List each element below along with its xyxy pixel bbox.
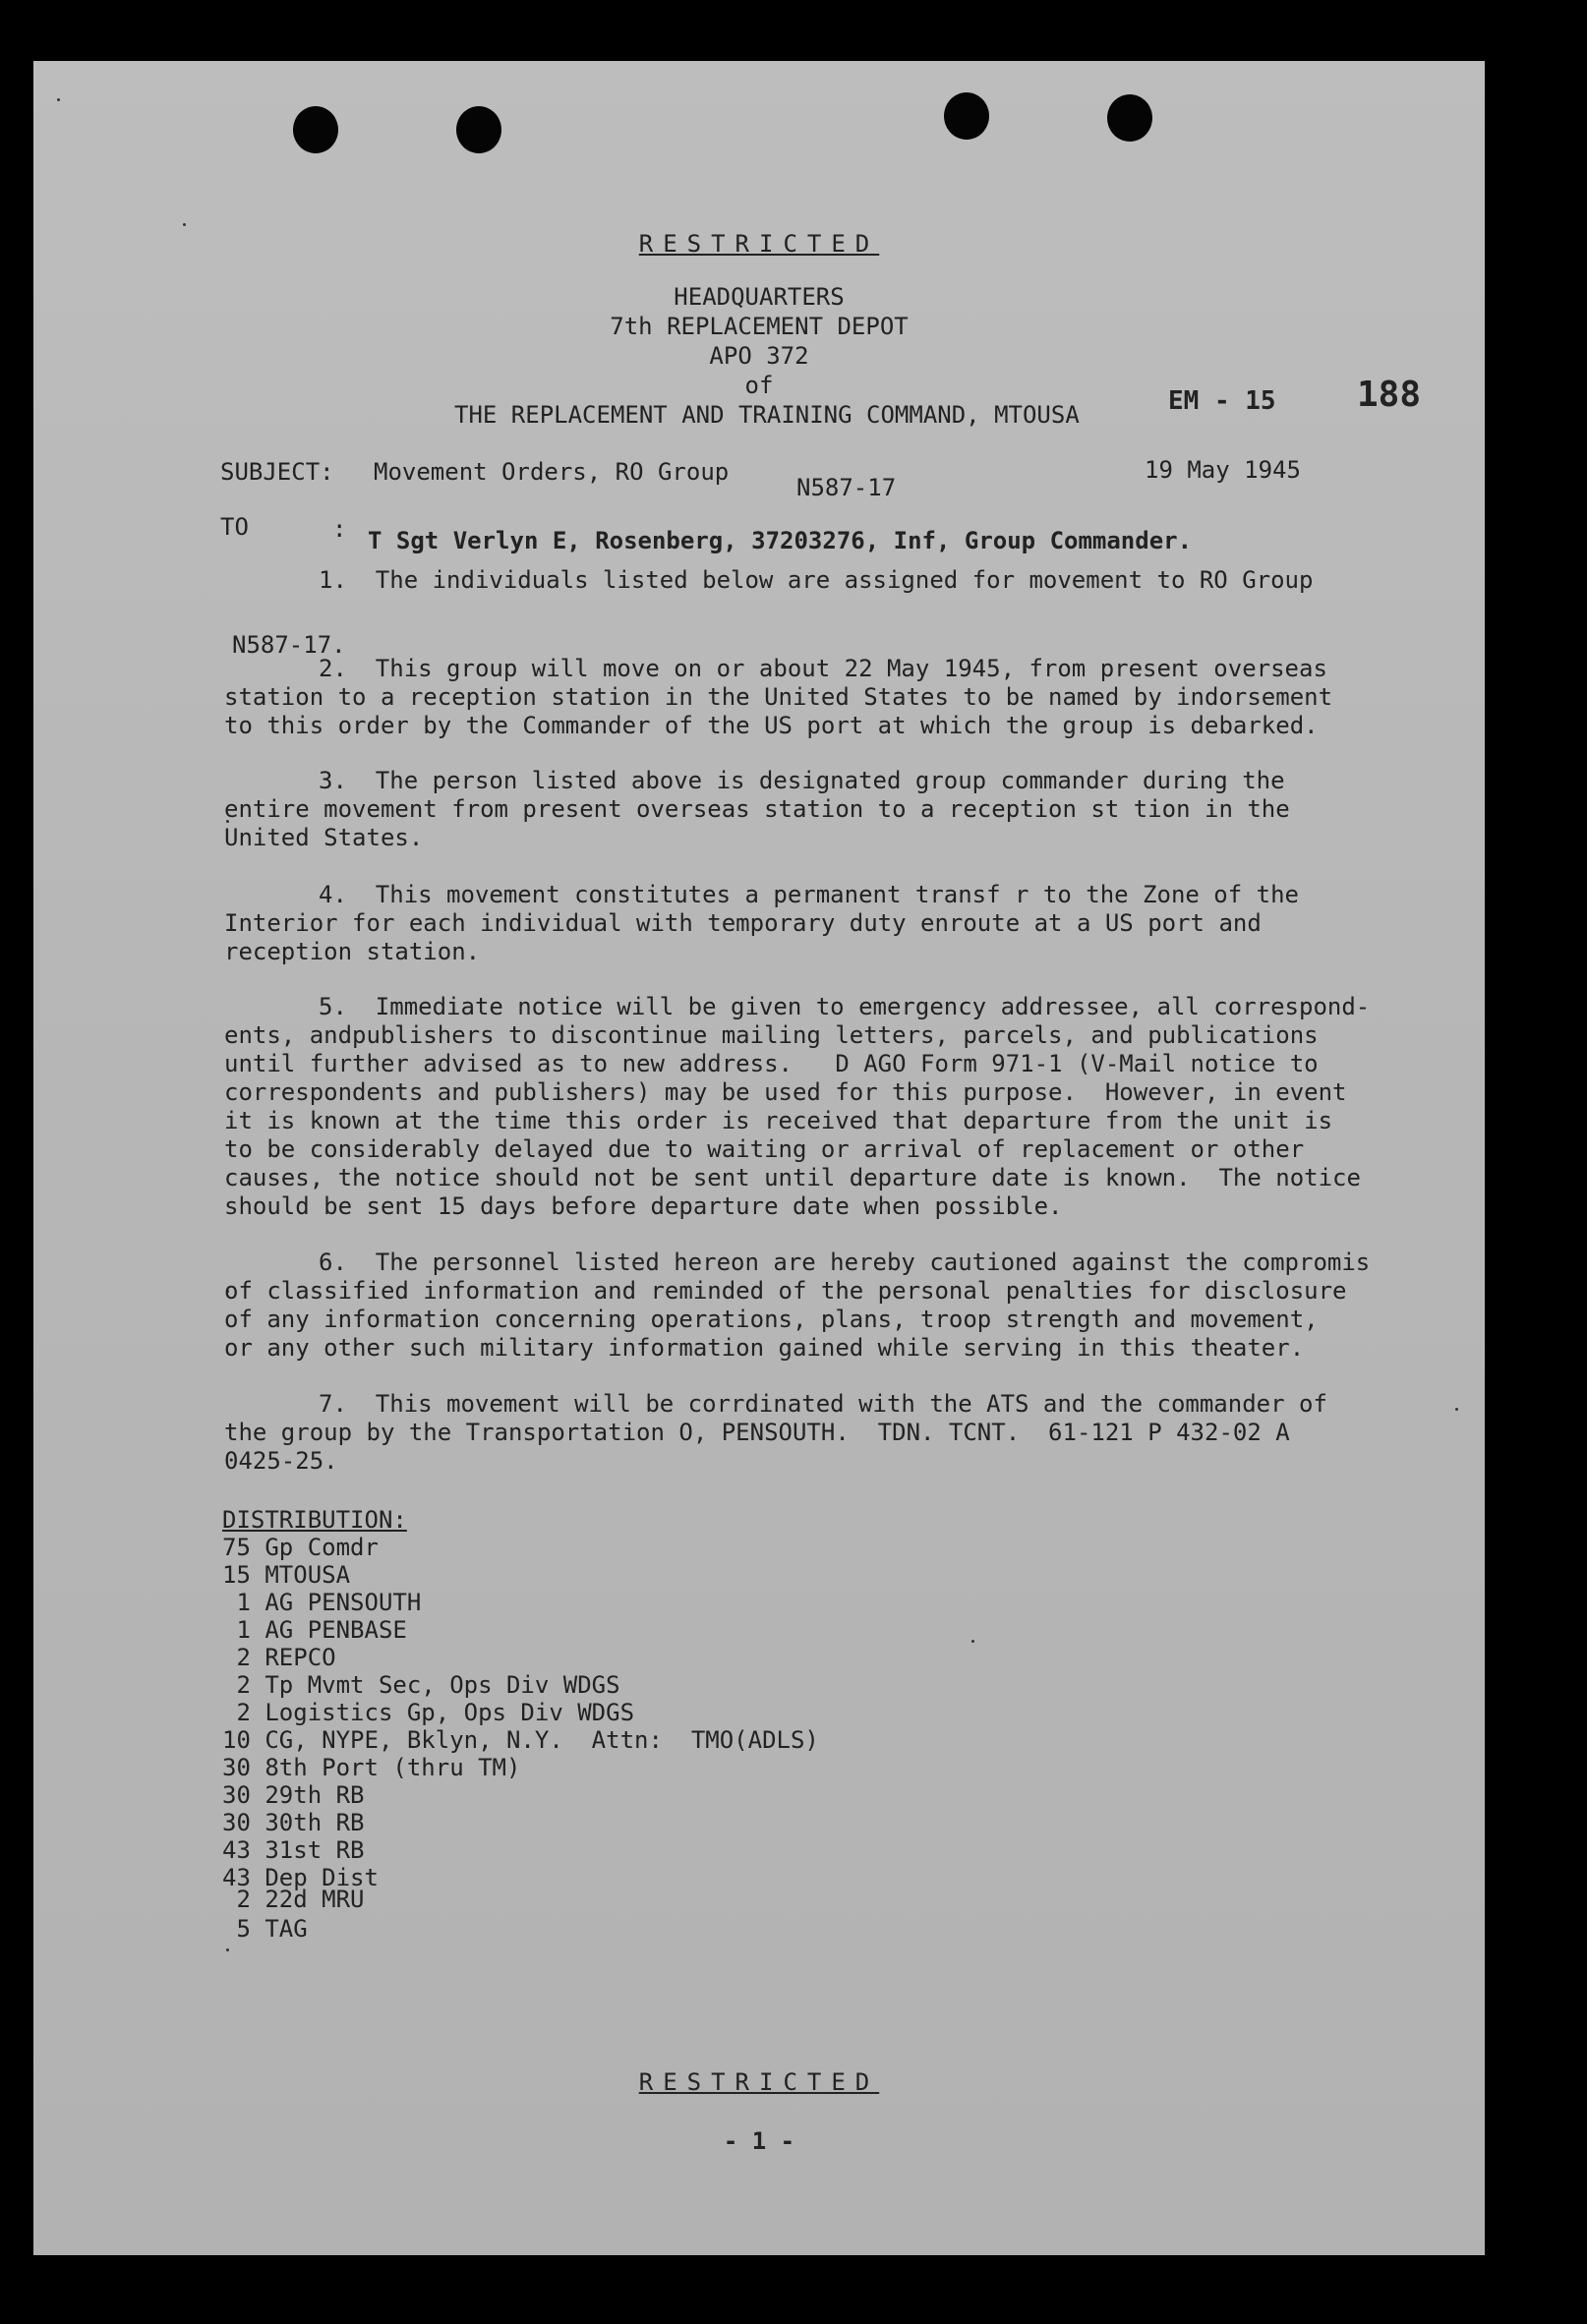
distribution-item: 75 Gp Comdr — [222, 1534, 379, 1561]
paper-speck — [183, 223, 186, 226]
distribution-item: 10 CG, NYPE, Bklyn, N.Y. Attn: TMO(ADLS) — [222, 1726, 819, 1754]
paragraph-1-continuation: N587-17. — [232, 631, 346, 659]
punch-hole — [456, 106, 501, 153]
paragraph-5-line-1: 5. Immediate notice will be given to emergency addressee, all correspond- — [319, 993, 1371, 1020]
punch-hole — [944, 92, 989, 140]
paragraph-7-line-3: 0425-25. — [224, 1447, 338, 1475]
paragraph-3-line-3: United States. — [224, 824, 424, 851]
distribution-item: 2 Tp Mvmt Sec, Ops Div WDGS — [222, 1671, 620, 1699]
to-colon: : — [332, 515, 347, 543]
paragraph-5-line-2: ents, andpublishers to discontinue mailing letters, parcels, and publications — [224, 1021, 1319, 1049]
punch-hole — [1107, 94, 1152, 142]
to-label: TO — [220, 513, 249, 541]
paragraph-7-line-2: the group by the Transportation O, PENSOUTH. TDN. TCNT. 61-121 P 432-02 A — [224, 1419, 1290, 1446]
distribution-item: 1 AG PENBASE — [222, 1616, 407, 1644]
paragraph-2-line-3: to this order by the Commander of the US port at which the group is debarked. — [224, 712, 1319, 739]
subject-label: SUBJECT: — [220, 458, 334, 486]
document-page — [33, 61, 1485, 2255]
paragraph-6-line-1: 6. The personnel listed hereon are hereby cautioned against the compromis — [319, 1249, 1371, 1276]
em-number: EM - 15 — [1168, 386, 1276, 416]
header-line-depot: 7th REPLACEMENT DEPOT — [610, 313, 909, 340]
page-stamp-number: 188 — [1357, 375, 1422, 415]
paragraph-5-line-4: correspondents and publishers) may be used for this purpose. However, in event — [224, 1078, 1347, 1106]
distribution-item: 2 Logistics Gp, Ops Div WDGS — [222, 1699, 635, 1726]
paragraph-5-line-6: to be considerably delayed due to waiting or arrival of replacement or other — [224, 1135, 1305, 1163]
paragraph-3-line-1: 3. The person listed above is designated group commander during the — [319, 767, 1285, 794]
classification-bottom: RESTRICTED — [638, 2068, 880, 2096]
distribution-item: 5 TAG — [222, 1915, 308, 1943]
classification-top: RESTRICTED — [638, 230, 880, 258]
paragraph-6-line-3: of any information concerning operations, plans, troop strength and movement, — [224, 1306, 1319, 1333]
punch-hole — [293, 106, 338, 153]
paper-speck — [226, 1948, 229, 1951]
distribution-item: 1 AG PENSOUTH — [222, 1589, 422, 1616]
header-line-of: of — [744, 372, 774, 399]
paragraph-1: 1. The individuals listed below are assigned for movement to RO Group — [319, 566, 1314, 594]
paragraph-5-line-5: it is known at the time this order is received that departure from the unit is — [224, 1107, 1333, 1134]
paragraph-3-line-2: entire movement from present overseas station to a reception st tion in the — [224, 795, 1290, 823]
distribution-item: 30 29th RB — [222, 1781, 365, 1809]
distribution-heading: DISTRIBUTION: — [222, 1506, 407, 1534]
distribution-item: 43 31st RB — [222, 1836, 365, 1864]
distribution-item: 2 22d MRU — [222, 1886, 365, 1913]
paragraph-4-line-3: reception station. — [224, 938, 481, 965]
subject-date: 19 May 1945 — [1145, 456, 1301, 484]
header-line-apo: APO 372 — [709, 342, 809, 370]
header-line-command: THE REPLACEMENT AND TRAINING COMMAND, MTOUSA — [454, 401, 1080, 429]
to-text: T Sgt Verlyn E, Rosenberg, 37203276, Inf, Group Commander. — [368, 527, 1193, 554]
page-number: - 1 - — [723, 2127, 795, 2155]
distribution-item: 15 MTOUSA — [222, 1561, 351, 1589]
paragraph-4-line-2: Interior for each individual with temporary duty enroute at a US port and — [224, 909, 1262, 937]
paper-speck — [971, 1640, 974, 1643]
distribution-item: 30 8th Port (thru TM) — [222, 1754, 521, 1781]
paragraph-2-line-1: 2. This group will move on or about 22 May 1945, from present overseas — [319, 655, 1327, 682]
paragraph-7-line-1: 7. This movement will be corrdinated with the ATS and the commander of — [319, 1390, 1327, 1418]
header-line-headquarters: HEADQUARTERS — [674, 283, 845, 311]
paper-speck — [57, 98, 60, 101]
distribution-item: 2 REPCO — [222, 1644, 336, 1671]
distribution-item: 30 30th RB — [222, 1809, 365, 1836]
subject-number: N587-17 — [796, 474, 897, 501]
paragraph-6-line-4: or any other such military information gained while serving in this theater. — [224, 1334, 1305, 1362]
distribution-item: 43 Dep Dist — [222, 1864, 379, 1891]
subject-text: Movement Orders, RO Group — [374, 458, 730, 486]
paragraph-5-line-8: should be sent 15 days before departure date when possible. — [224, 1192, 1063, 1220]
paragraph-5-line-3: until further advised as to new address. D AGO Form 971-1 (V-Mail notice to — [224, 1050, 1319, 1077]
paragraph-2-line-2: station to a reception station in the United States to be named by indorsement — [224, 683, 1333, 711]
paragraph-5-line-7: causes, the notice should not be sent until departure date is known. The notice — [224, 1164, 1361, 1191]
paragraph-6-line-2: of classified information and reminded of the personal penalties for disclosure — [224, 1277, 1347, 1305]
paragraph-4-line-1: 4. This movement constitutes a permanent transf r to the Zone of the — [319, 881, 1299, 908]
